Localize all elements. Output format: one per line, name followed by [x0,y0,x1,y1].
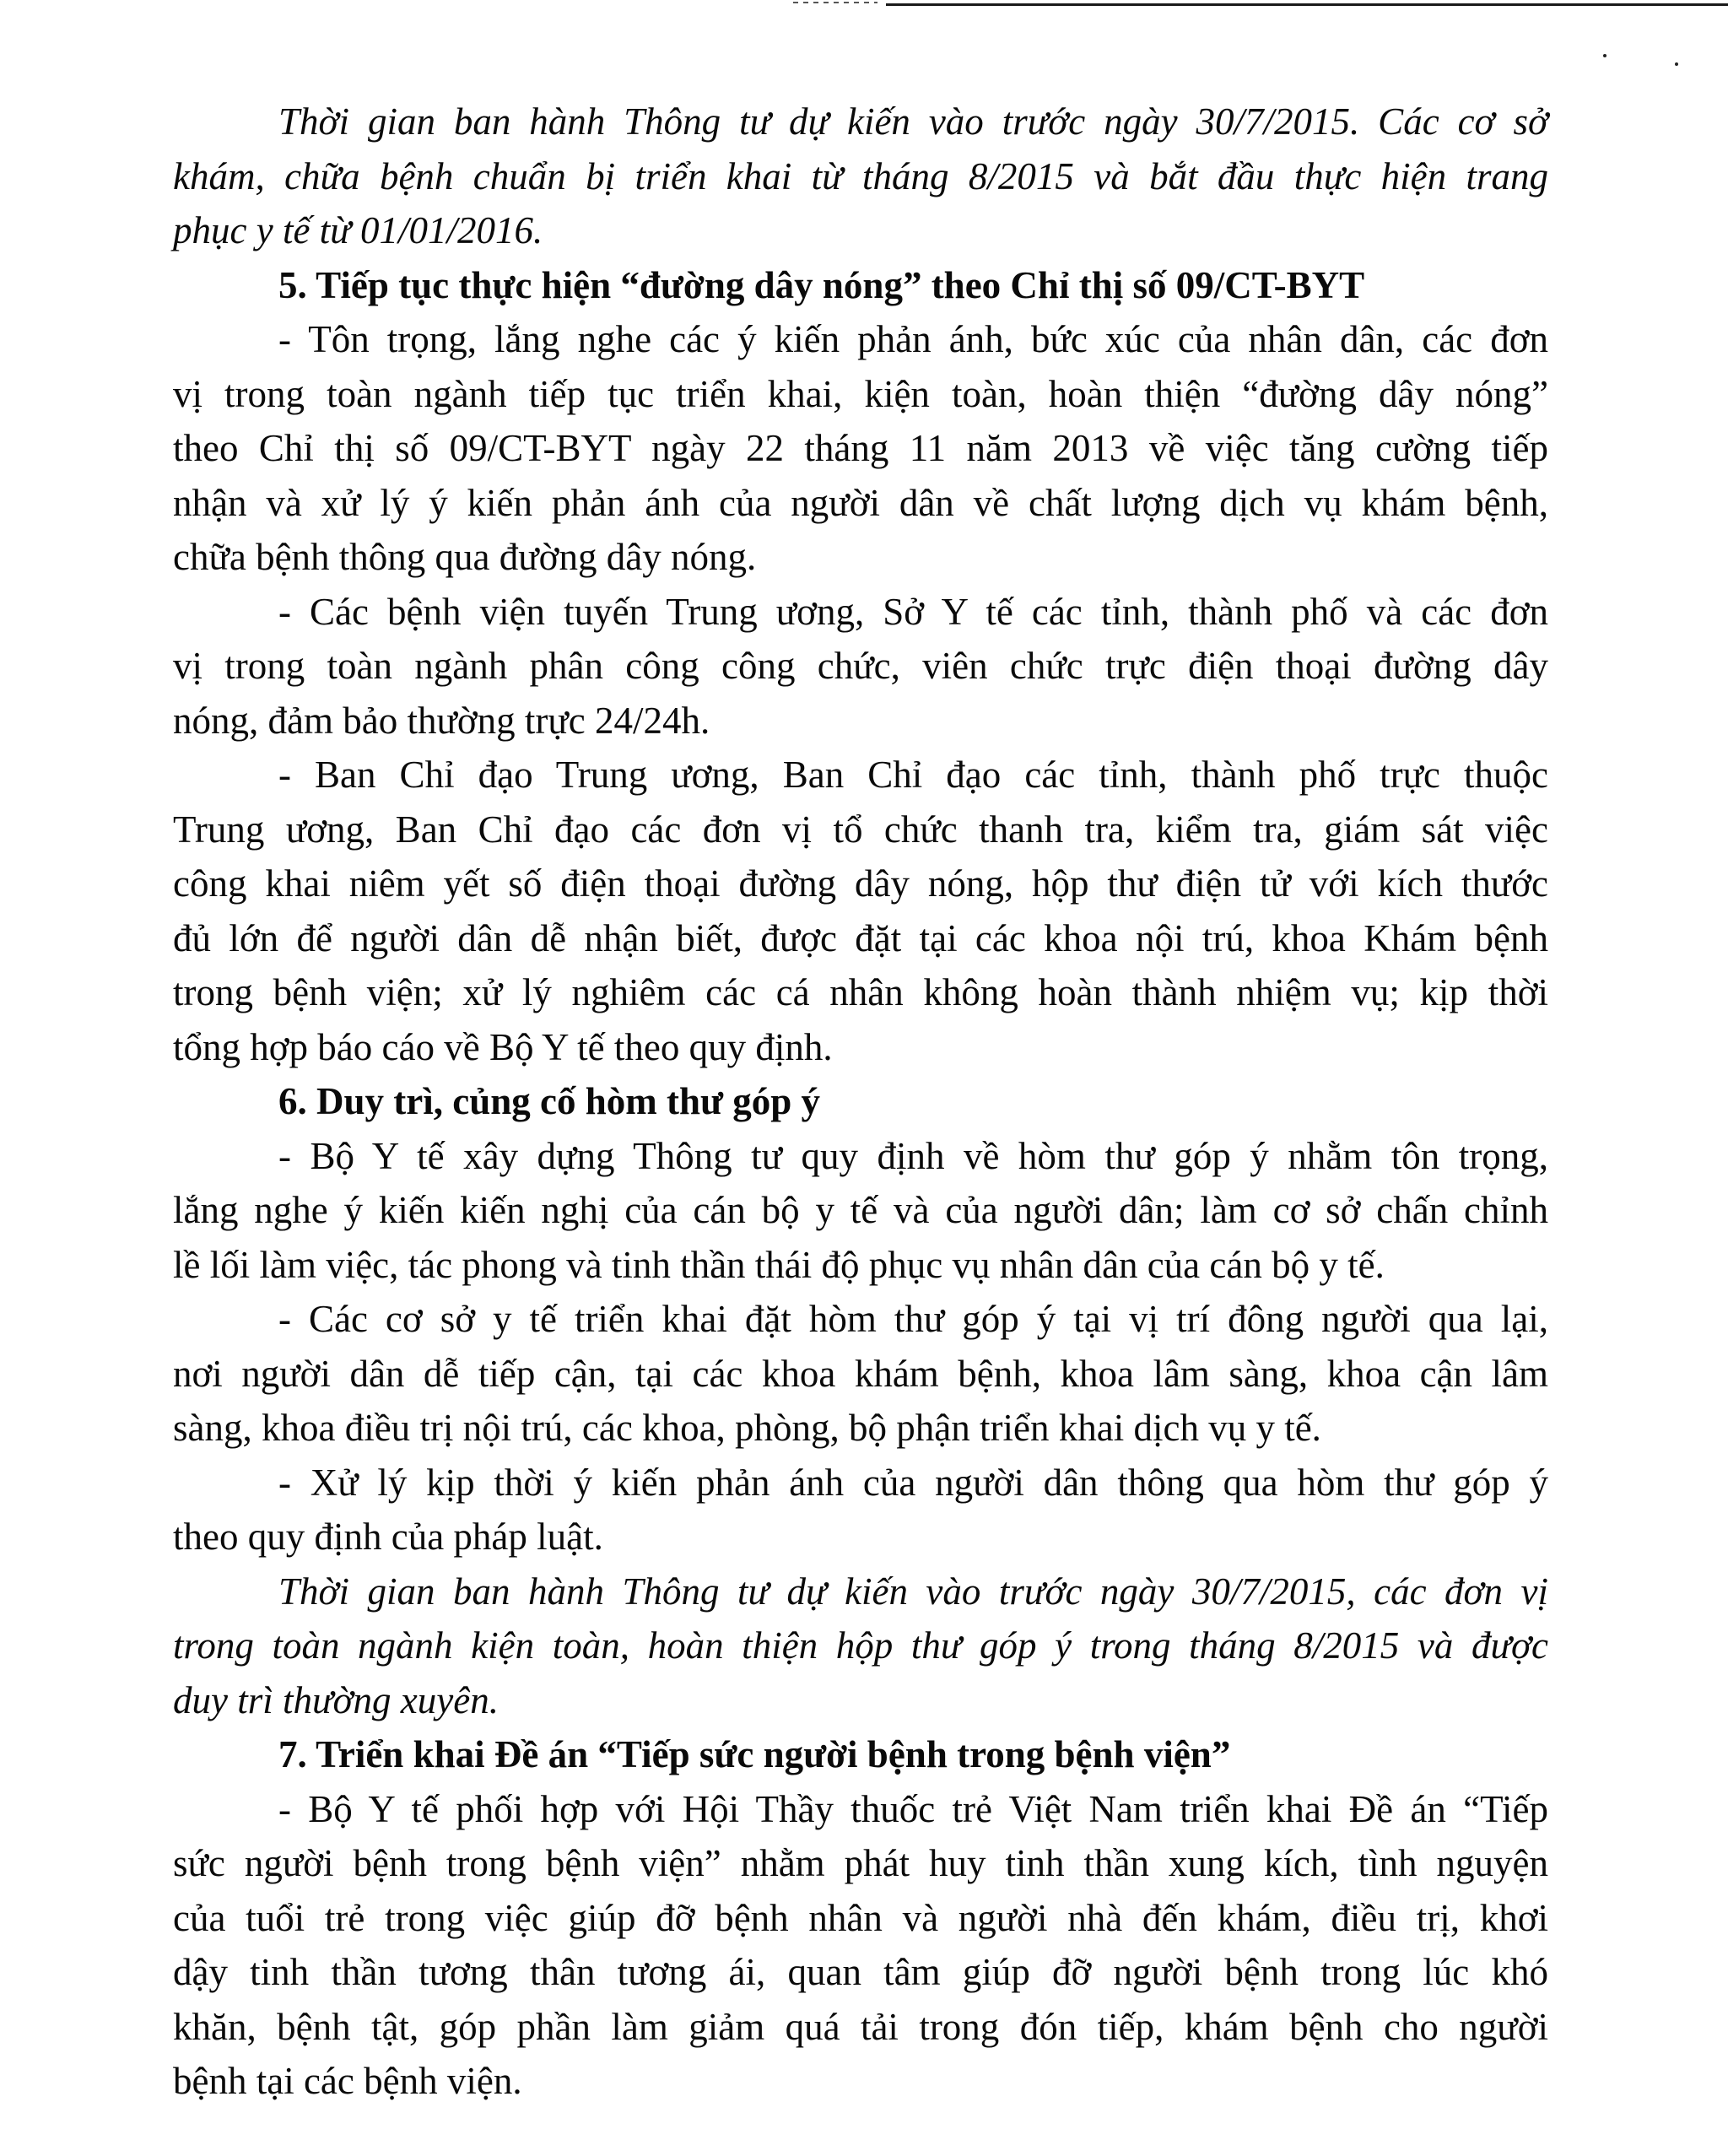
text-line: - Tôn trọng, lắng nghe các ý kiến phản ánh, bức xúc của nhân dân, các đơn [278,318,1548,360]
text-line: nóng, đảm bảo thường trực 24/24h. [173,699,710,742]
section-heading: 5. Tiếp tục thực hiện “đường dây nóng” theo Chỉ thị số 09/CT-BYT [278,263,1365,306]
text-line: công khai niêm yết số điện thoại đường dây nóng, hộp thư điện tử với kích thước [173,862,1548,905]
text-line: - Bộ Y tế xây dựng Thông tư quy định về hòm thư góp ý nhằm tôn trọng, [278,1134,1548,1177]
body-paragraph [173,1456,1548,1564]
text-line: theo Chỉ thị số 09/CT-BYT ngày 22 tháng 11 năm 2013 về việc tăng cường tiếp [173,427,1548,469]
italic-note-paragraph [173,95,1548,258]
text-line: đủ lớn để người dân dễ nhận biết, được đặt tại các khoa nội trú, khoa Khám bệnh [173,916,1548,959]
document-page [173,95,1548,2109]
section-heading: 7. Triển khai Đề án “Tiếp sức người bệnh trong bệnh viện” [278,1733,1231,1775]
text-line: - Xử lý kịp thời ý kiến phản ánh của người dân thông qua hòm thư góp ý [278,1461,1548,1504]
text-line: Trung ương, Ban Chỉ đạo các đơn vị tổ chức thanh tra, kiểm tra, giám sát việc [173,808,1548,851]
text-line: phục y tế từ 01/01/2016. [173,209,543,251]
scan-top-dash [793,2,878,3]
text-line: của tuổi trẻ trong việc giúp đỡ bệnh nhân và người nhà đến khám, điều trị, khơi [173,1896,1548,1939]
text-line: khăn, bệnh tật, góp phần làm giảm quá tải trong đón tiếp, khám bệnh cho người [173,2005,1548,2048]
text-line: vị trong toàn ngành phân công công chức, viên chức trực điện thoại đường dây [173,645,1548,687]
body-paragraph [173,1292,1548,1456]
text-line: trong toàn ngành kiện toàn, hoàn thiện hộp thư góp ý trong tháng 8/2015 và được [173,1624,1548,1667]
body-paragraph [173,1782,1548,2109]
text-line: bệnh tại các bệnh viện. [173,2060,522,2102]
text-line: lắng nghe ý kiến kiến nghị của cán bộ y tế và của người dân; làm cơ sở chấn chỉnh [173,1189,1548,1231]
text-line: sức người bệnh trong bệnh viện” nhằm phát huy tinh thần xung kích, tình nguyện [173,1842,1548,1884]
body-paragraph [173,585,1548,748]
scan-speck [1675,62,1678,66]
italic-note-paragraph [173,1564,1548,1728]
scan-speck [1603,54,1606,57]
text-line: - Các cơ sở y tế triển khai đặt hòm thư góp ý tại vị trí đông người qua lại, [278,1298,1548,1340]
text-line: duy trì thường xuyên. [173,1678,499,1721]
text-line: theo quy định của pháp luật. [173,1516,603,1558]
text-line: nhận và xử lý ý kiến phản ánh của người dân về chất lượng dịch vụ khám bệnh, [173,481,1548,524]
text-line: - Các bệnh viện tuyến Trung ương, Sở Y tế các tỉnh, thành phố và các đơn [278,590,1548,633]
text-line: trong bệnh viện; xử lý nghiêm các cá nhân không hoàn thành nhiệm vụ; kịp thời [173,971,1548,1013]
text-line: - Ban Chỉ đạo Trung ương, Ban Chỉ đạo các tỉnh, thành phố trực thuộc [278,754,1548,796]
body-paragraph [173,748,1548,1074]
scan-top-rule [886,3,1728,6]
text-line: vị trong toàn ngành tiếp tục triển khai, kiện toàn, hoàn thiện “đường dây nóng” [173,372,1548,415]
text-line: Thời gian ban hành Thông tư dự kiến vào trước ngày 30/7/2015, các đơn vị [278,1570,1548,1613]
text-line: sàng, khoa điều trị nội trú, các khoa, phòng, bộ phận triển khai dịch vụ y tế. [173,1407,1321,1449]
text-line: khám, chữa bệnh chuẩn bị triển khai từ tháng 8/2015 và bắt đầu thực hiện trang [173,154,1548,197]
text-line: - Bộ Y tế phối hợp với Hội Thầy thuốc trẻ Việt Nam triển khai Đề án “Tiếp [278,1787,1548,1830]
body-paragraph [173,1129,1548,1293]
text-line: chữa bệnh thông qua đường dây nóng. [173,536,757,578]
body-paragraph [173,312,1548,585]
text-line: tổng hợp báo cáo về Bộ Y tế theo quy định. [173,1025,833,1068]
text-line: dậy tinh thần tương thân tương ái, quan tâm giúp đỡ người bệnh trong lúc khó [173,1951,1548,1993]
text-line: lề lối làm việc, tác phong và tinh thần thái độ phục vụ nhân dân của cán bộ y tế. [173,1243,1385,1286]
section-heading: 6. Duy trì, củng cố hòm thư góp ý [278,1080,821,1122]
text-line: Thời gian ban hành Thông tư dự kiến vào trước ngày 30/7/2015. Các cơ sở [278,100,1548,143]
text-line: nơi người dân dễ tiếp cận, tại các khoa khám bệnh, khoa lâm sàng, khoa cận lâm [173,1352,1548,1395]
